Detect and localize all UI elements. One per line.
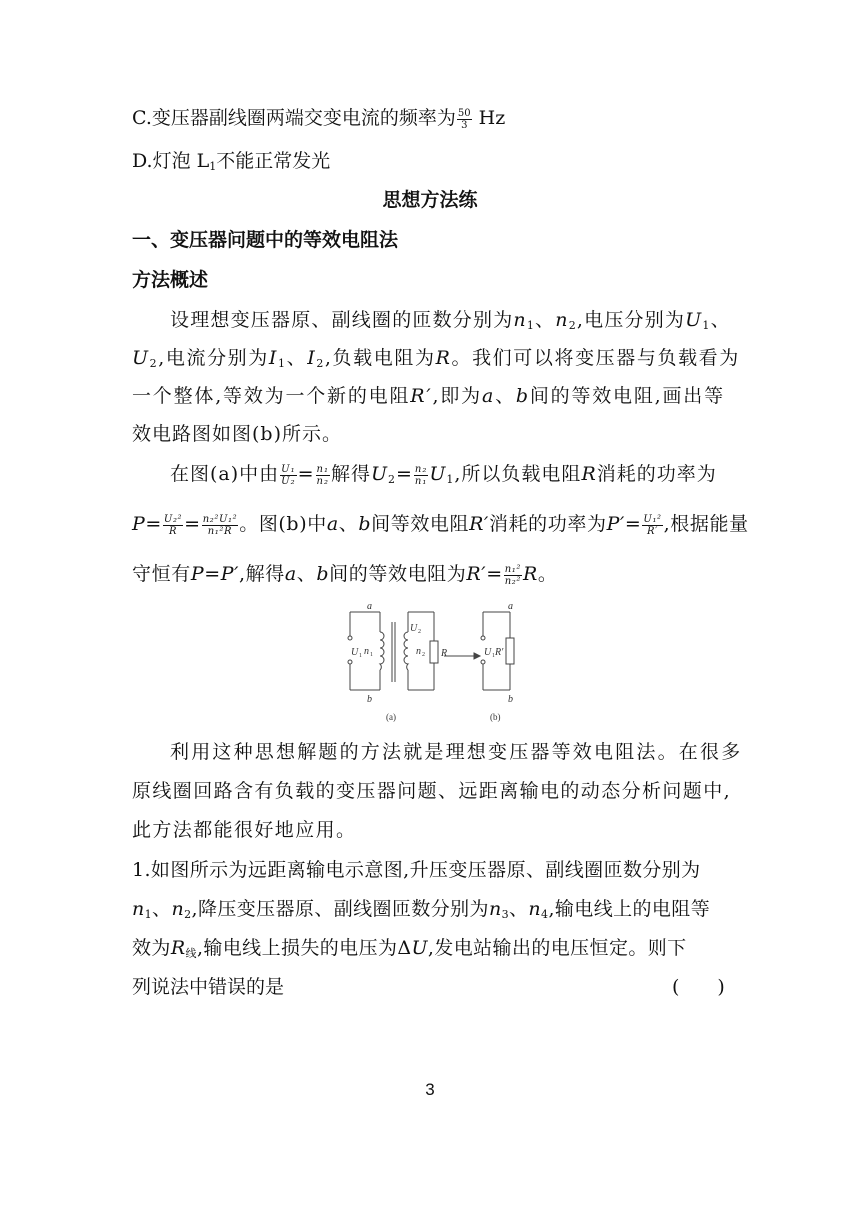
para3-line3: 此方法都能很好地应用。 — [132, 819, 357, 841]
label-a-b: a — [508, 601, 513, 612]
para2-line2: P= $\frac{\text{U₂²}}{R}$ = $\frac{\text{n₂²U₁²}}{\text{n₁²R}}$ 。图(b)中a、b间等效电阻R′消耗的功率为P′= $\frac{\text{U₁²}}{R'}$ ,根据能量 — [132, 513, 749, 537]
q1-line1: 1.如图所示为远距离输电示意图,升压变压器原、副线圈匝数分别为 — [132, 859, 701, 881]
equivalent-circuit-figure — [330, 598, 530, 726]
para3-line2: 原线圈回路含有负载的变压器问题、远距离输电的动态分析问题中, — [132, 780, 732, 802]
para1-line2: $U_2$,电流分别为$I_1$、$I_2$,负载电阻为R。我们可以将变压器与负载看为 — [132, 347, 740, 370]
q1-line2: $n_1$、$n_2$,降压变压器原、副线圈匝数分别为$n_3$、$n_4$,输电线上的电阻等 — [132, 898, 711, 921]
arrow-icon — [444, 653, 480, 659]
q1-line3: 效为$R_线$,输电线上损失的电压为ΔU,发电站输出的电压恒定。则下 — [132, 937, 687, 960]
para2-line3: 守恒有P=P′,解得a、b间的等效电阻为R′= $\frac{\text{n₁²}}{\text{n₂²}}$ R。 — [132, 563, 558, 587]
fraction: $\frac{\text{n₁²}}{\text{n₂²}}$ — [504, 563, 521, 587]
answer-paren: ( ) — [672, 976, 725, 998]
label-u2-sub: 2 — [418, 629, 421, 635]
heading-overview: 方法概述 — [132, 269, 209, 291]
para1-line4: 效电路图如图(b)所示。 — [132, 423, 342, 445]
transformer-core — [392, 622, 395, 682]
label-b: b — [367, 694, 372, 705]
label-u1-b-sub: 1 — [492, 653, 495, 659]
para2-line1: 在图(a)中由 $\frac{\text{U₁}}{\text{U₂}}$ = $\frac{\text{n₁}}{\text{n₂}}$ 解得$U_2=$ $\frac{\text{n₂}}{\text{n₁}}$ $U_1$,所以负载电阻R消耗的功率为 — [170, 463, 717, 487]
fraction: $\frac{\text{n₁}}{\text{n₂}}$ — [316, 463, 329, 487]
label-n1: n — [364, 646, 369, 657]
q1-line4: 列说法中错误的是 — [132, 976, 285, 998]
fraction: $\frac{\text{U₁²}}{R'}$ — [643, 513, 662, 537]
para1-line3: 一个整体,等效为一个新的电阻R′,即为a、b间的等效电阻,画出等 — [132, 385, 725, 407]
caption-b: (b) — [490, 712, 501, 722]
label-n2: n — [416, 646, 421, 657]
label-a: a — [367, 601, 372, 612]
fraction: $\frac{50}{3}$ — [457, 107, 471, 131]
option-c: C.变压器副线圈两端交变电流的频率为 $\frac{50}{3}$ Hz — [132, 107, 506, 131]
caption-a: (a) — [386, 712, 396, 722]
section-title: 思想方法练 — [382, 189, 478, 211]
page-number: 3 — [425, 1080, 435, 1099]
para1-line1: 设理想变压器原、副线圈的匝数分别为$n_1$、$n_2$,电压分别为$U_1$、 — [170, 309, 731, 332]
fraction: $\frac{\text{n₂}}{\text{n₁}}$ — [414, 463, 428, 487]
label-b-b: b — [508, 694, 513, 705]
option-d: D.灯泡 $L_1$不能正常发光 — [132, 150, 331, 173]
heading-method: 一、变压器问题中的等效电阻法 — [132, 229, 399, 251]
fraction: $\frac{\text{n₂²U₁²}}{\text{n₁²R}}$ — [202, 513, 238, 537]
label-n1-sub: 1 — [370, 652, 373, 658]
label-u2: U — [410, 623, 418, 634]
label-u1: U — [351, 647, 359, 658]
fraction: $\frac{\text{U₁}}{\text{U₂}}$ — [281, 463, 296, 487]
label-u1-b: U — [484, 647, 492, 658]
label-u1-sub: 1 — [359, 653, 362, 659]
label-n2-sub: 2 — [422, 652, 425, 658]
para3-line1: 利用这种思想解题的方法就是理想变压器等效电阻法。在很多 — [170, 741, 743, 763]
label-rprime: R′ — [495, 647, 504, 658]
label-r: R — [441, 648, 448, 659]
fraction: $\frac{\text{U₂²}}{R}$ — [163, 513, 183, 537]
